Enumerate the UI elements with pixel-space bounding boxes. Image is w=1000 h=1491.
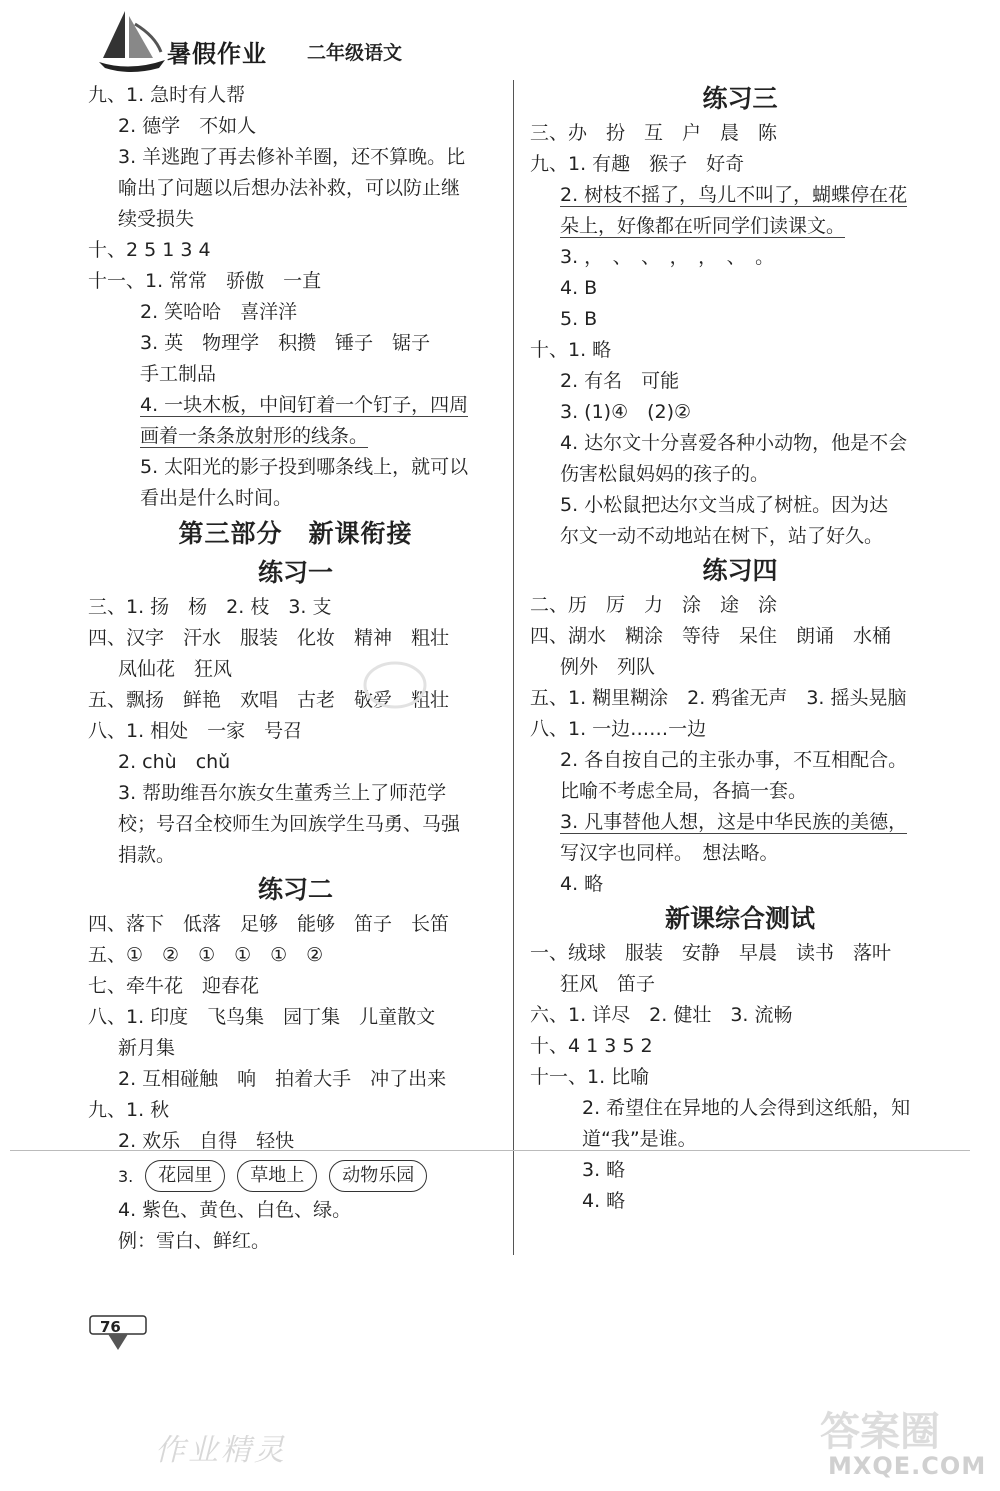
answer-line: [530, 1124, 950, 1155]
answer-text: 十、2 5 1 3 4: [88, 239, 211, 261]
answer-text: 一、绒球 服装 安静 早晨 读书 落叶: [530, 942, 892, 964]
answer-line: [530, 490, 950, 521]
answer-line: [530, 652, 950, 683]
column-divider: [513, 80, 514, 1255]
exercise-1-title: 练习一: [257, 558, 333, 587]
answer-line: [88, 809, 503, 840]
bubble-1: 花园里: [145, 1160, 225, 1192]
answer-text: 2. 有名 可能: [560, 370, 680, 392]
answer-text: 3. 凡事替他人想，这是中华民族的美德，: [560, 811, 908, 833]
answer-text: 六、1. 详尽 2. 健壮 3. 流畅: [530, 1004, 793, 1026]
test-answers: [530, 938, 950, 1217]
answer-line: [88, 1095, 503, 1126]
answer-text: 十、1. 略: [530, 339, 612, 361]
bubble-3: 动物乐园: [329, 1160, 427, 1192]
answer-text: 例外 列队: [560, 656, 656, 678]
answer-text: 4. 达尔文十分喜爱各种小动物，他是不会: [560, 432, 908, 454]
answer-text: 朵上，好像都在听同学们读课文。: [560, 215, 846, 237]
answer-line: [530, 869, 950, 900]
answer-line: [530, 1031, 950, 1062]
answer-text: 凤仙花 狂风: [118, 658, 233, 680]
answer-line: [530, 149, 950, 180]
site-watermark-url: MXQE.COM: [828, 1452, 987, 1480]
exercise-4-answers: [530, 590, 950, 900]
answer-text: 3. 羊逃跑了再去修补羊圈，还不算晚。比: [118, 146, 466, 168]
answer-text: 3. 英 物理学 积攒 锤子 锯子: [140, 332, 431, 354]
answer-line: [530, 838, 950, 869]
stamp-watermark-icon: [355, 655, 435, 715]
answer-text: 狂风 笛子: [560, 973, 656, 995]
subject-label: 二年级语文: [307, 42, 403, 64]
answer-line: [88, 1064, 503, 1095]
answer-text: 伤害松鼠妈妈的孩子的。: [560, 463, 770, 485]
page-header: [95, 6, 455, 76]
answer-text: 2. 欢乐 自得 轻快: [118, 1130, 295, 1152]
answer-line: [530, 590, 950, 621]
answer-text: 五、1. 糊里糊涂 2. 鸦雀无声 3. 摇头晃脑: [530, 687, 907, 709]
answer-text: 5. 小松鼠把达尔文当成了树桩。因为达: [560, 494, 889, 516]
answer-line: [530, 273, 950, 304]
answer-text: 九、1. 有趣 猴子 好奇: [530, 153, 745, 175]
answer-line: [88, 1126, 503, 1157]
answer-text: 5. B: [560, 308, 598, 330]
answer-line: [530, 335, 950, 366]
answer-line: [530, 180, 950, 211]
answer-text: 2. 互相碰触 响 拍着大手 冲了出来: [118, 1068, 447, 1090]
answer-line: [530, 1062, 950, 1093]
answer-text: 2. 德学 不如人: [118, 115, 257, 137]
answer-text: 例：雪白、鲜红。: [118, 1230, 271, 1252]
answer-text: 2. 树枝不摇了，鸟儿不叫了，蝴蝶停在花: [560, 184, 908, 206]
answer-line: [88, 142, 503, 173]
answer-line: [530, 521, 950, 552]
answer-line: [88, 1002, 503, 1033]
answer-text: 3. 帮助维吾尔族女生董秀兰上了师范学: [118, 782, 447, 804]
answer-text: 二、历 厉 力 涂 途 涂: [530, 594, 778, 616]
exercise-1-answers: [88, 592, 503, 871]
site-watermark: [820, 1400, 995, 1485]
bubble-prefix: 3.: [118, 1166, 134, 1186]
part-title: 第三部分 新课衔接: [178, 519, 413, 548]
answer-text: 四、汉字 汗水 服装 化妆 精神 粗壮: [88, 627, 450, 649]
test-title: 新课综合测试: [664, 904, 815, 933]
answer-line: [88, 483, 503, 514]
answer-line: [530, 969, 950, 1000]
answer-line: [88, 685, 503, 716]
exercise-2-tail: [88, 1195, 503, 1257]
page-number-badge: [88, 1312, 148, 1352]
answer-line: [88, 840, 503, 871]
answer-line: [88, 592, 503, 623]
left-column: [88, 80, 503, 1257]
answer-text: 八、1. 一边……一边: [530, 718, 707, 740]
answer-line: [88, 909, 503, 940]
answer-text: 尔文一动不动地站在树下，站了好久。: [560, 525, 884, 547]
site-watermark-text: 答案圈: [820, 1409, 940, 1455]
answer-line: [88, 235, 503, 266]
answer-text: 四、落下 低落 足够 能够 笛子 长笛: [88, 913, 450, 935]
answer-line: [530, 807, 950, 838]
answer-text: 4. 紫色、黄色、白色、绿。: [118, 1199, 352, 1221]
answer-line: [88, 328, 503, 359]
answer-line: [88, 266, 503, 297]
answer-line: [88, 390, 503, 421]
answer-text: 2. 各自按自己的主张办事，不互相配合。: [560, 749, 908, 771]
answer-line: [530, 118, 950, 149]
answer-line: [530, 428, 950, 459]
answer-line: [88, 971, 503, 1002]
answer-line: [530, 366, 950, 397]
sailboat-logo-icon: [95, 6, 170, 76]
answer-line: [88, 778, 503, 809]
answer-text: 十、4 1 3 5 2: [530, 1035, 653, 1057]
answer-line: [88, 80, 503, 111]
answer-line: [530, 714, 950, 745]
answer-text: 捐款。: [118, 844, 176, 866]
page-number: 76: [100, 1318, 121, 1336]
answer-block-top: [88, 80, 503, 514]
answer-text: 九、1. 秋: [88, 1099, 170, 1121]
answer-line: [88, 654, 503, 685]
exercise-4-title: 练习四: [702, 556, 778, 585]
answer-text: 2. chù chǔ: [118, 751, 231, 773]
answer-text: 5. 太阳光的影子投到哪条线上，就可以: [140, 456, 469, 478]
answer-text: 新月集: [118, 1037, 176, 1059]
answer-line: [530, 745, 950, 776]
answer-line: [530, 1093, 950, 1124]
answer-line: [530, 397, 950, 428]
answer-text: 写汉字也同样。 想法略。: [560, 842, 779, 864]
answer-line: [88, 1033, 503, 1064]
answer-text: 比喻不考虑全局，各搞一套。: [560, 780, 808, 802]
answer-text: 3. 略: [582, 1159, 626, 1181]
answer-text: 四、湖水 糊涂 等待 呆住 朗诵 水桶: [530, 625, 892, 647]
answer-text: 三、1. 扬 杨 2. 枝 3. 支: [88, 596, 332, 618]
answer-line: [88, 421, 503, 452]
answer-line: [530, 683, 950, 714]
answer-line: [530, 211, 950, 242]
answer-text: 五、飘扬 鲜艳 欢唱 古老 敬爱 粗壮: [88, 689, 450, 711]
bubble-2: 草地上: [237, 1160, 317, 1192]
answer-line: [88, 111, 503, 142]
answer-text: 看出是什么时间。: [140, 487, 293, 509]
answer-text: 2. 希望住在异地的人会得到这纸船，知: [582, 1097, 911, 1119]
answer-text: 校；号召全校师生为回族学生马勇、马强: [118, 813, 461, 835]
answer-text: 七、牵牛花 迎春花: [88, 975, 260, 997]
exercise-3-title: 练习三: [702, 84, 778, 113]
exercise-2-answers: [88, 909, 503, 1157]
answer-text: 十一、1. 比喻: [530, 1066, 650, 1088]
answer-line: [88, 452, 503, 483]
answer-line: [88, 359, 503, 390]
answer-text: 三、办 扮 互 户 晨 陈: [530, 122, 778, 144]
exercise-2-title: 练习二: [257, 875, 333, 904]
answer-line: [530, 621, 950, 652]
answer-text: 3. (1)④ (2)②: [560, 401, 692, 423]
answer-line: [530, 938, 950, 969]
answer-text: 4. 一块木板，中间钉着一个钉子，四周: [140, 394, 469, 416]
answer-text: 八、1. 印度 飞鸟集 园丁集 儿童散文: [88, 1006, 436, 1028]
answer-text: 4. B: [560, 277, 598, 299]
answer-line: [530, 459, 950, 490]
answer-text: 十一、1. 常常 骄傲 一直: [88, 270, 322, 292]
answer-line: [530, 1186, 950, 1217]
answer-text: 续受损失: [118, 208, 195, 230]
answer-text: 五、① ② ① ① ① ②: [88, 944, 324, 966]
answer-line: [88, 716, 503, 747]
answer-line: [530, 1000, 950, 1031]
answer-text: 手工制品: [140, 363, 217, 385]
answer-line: [530, 776, 950, 807]
answer-text: 道“我”是谁。: [582, 1128, 697, 1150]
answer-line: [88, 1226, 503, 1257]
answer-line: [88, 1195, 503, 1226]
answer-line: [530, 1155, 950, 1186]
footer-watermark: 作业精灵: [155, 1433, 287, 1468]
bubble-answers: [88, 1157, 503, 1195]
answer-line: [88, 204, 503, 235]
answer-text: 八、1. 相处 一家 号召: [88, 720, 303, 742]
exercise-3-answers: [530, 118, 950, 552]
answer-line: [530, 242, 950, 273]
answer-line: [88, 747, 503, 778]
answer-text: 2. 笑哈哈 喜洋洋: [140, 301, 298, 323]
answer-line: [88, 940, 503, 971]
answer-line: [88, 297, 503, 328]
answer-text: 喻出了问题以后想办法补救，可以防止继: [118, 177, 461, 199]
answer-line: [88, 173, 503, 204]
answer-line: [530, 304, 950, 335]
answer-text: 九、1. 急时有人帮: [88, 84, 246, 106]
answer-text: 3. ， 、 、 ， ， 、 。: [560, 246, 775, 268]
brand-title: 暑假作业: [167, 40, 267, 68]
answer-text: 4. 略: [560, 873, 604, 895]
answer-line: [88, 623, 503, 654]
answer-text: 4. 略: [582, 1190, 626, 1212]
right-column: [530, 80, 950, 1217]
answer-text: 画着一条条放射形的线条。: [140, 425, 369, 447]
